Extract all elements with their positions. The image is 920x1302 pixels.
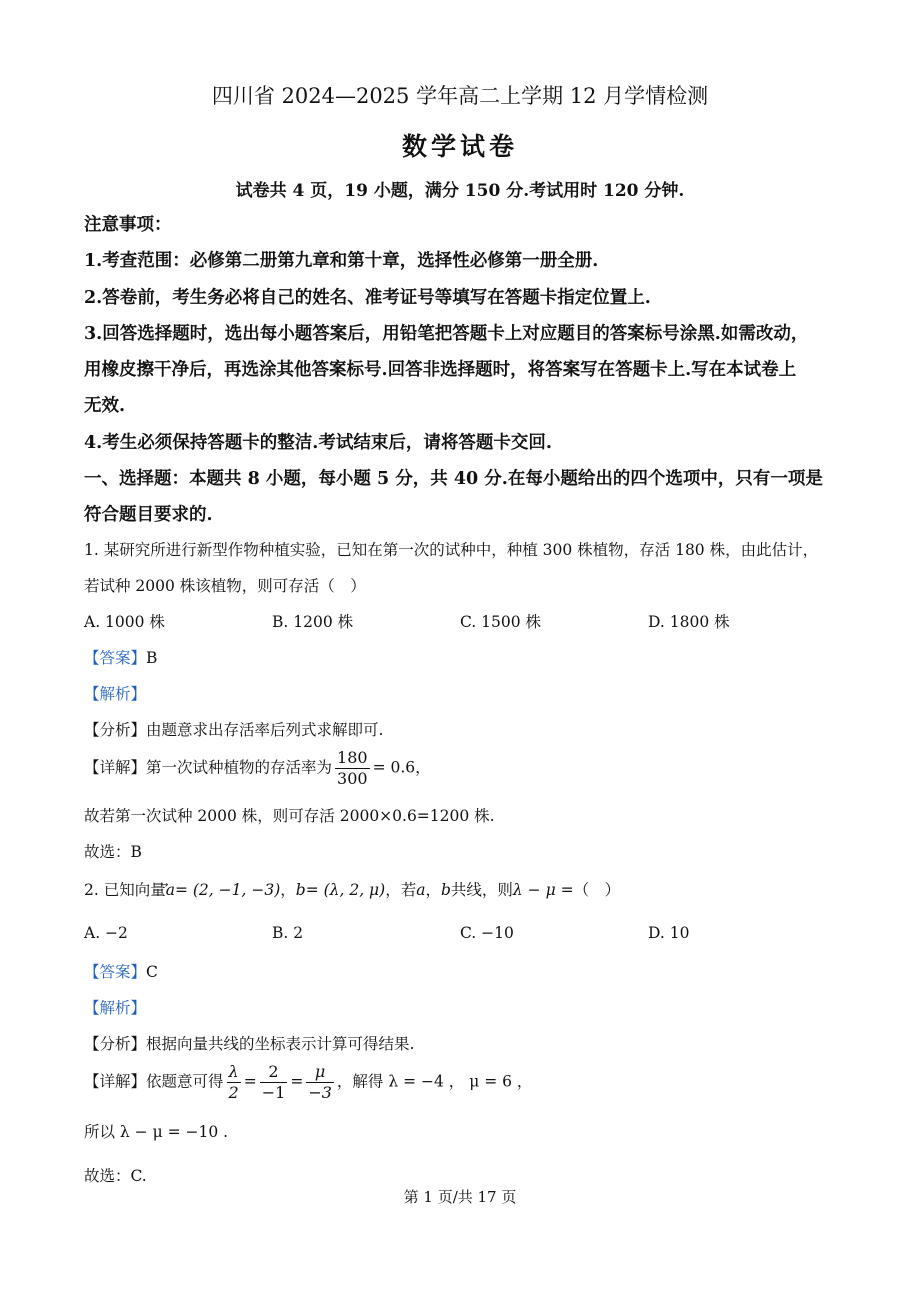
exam-title: 四川省 2024—2025 学年高二上学期 12 月学情检测 — [211, 84, 709, 108]
note-3-line2: 用橡皮擦干净后，再选涂其他答案标号.回答非选择题时，将答案写在答题卡上.写在本试卷上 — [84, 360, 797, 380]
q2-sep1: ， — [280, 881, 296, 899]
q2-stem-a: 2. 已知向量 — [84, 881, 166, 899]
q1-stem-line1: 1. 某研究所进行新型作物种植实验，已知在第一次的试种中，种植 300 株植物，存活 180 株，由此估计， — [84, 541, 819, 559]
q2-fraction-1 — [227, 1062, 241, 1103]
q2-answer: C — [146, 963, 158, 981]
q2-vector-b-symbol: b — [295, 881, 306, 899]
q2-option-c: C. −10 — [460, 924, 514, 942]
q2-option-a: A. −2 — [84, 924, 128, 942]
q1-detail-line — [84, 748, 431, 789]
note-2: 2.答卷前，考生务必将自己的姓名、准考证号等填写在答题卡指定位置上. — [84, 288, 651, 308]
q2-vector-a-value: = (2, −1, −3) — [174, 881, 281, 899]
q2-answer-line — [84, 960, 158, 982]
q1-option-d: D. 1800 株 — [648, 613, 730, 631]
answer-tag: 【答案】 — [84, 649, 147, 667]
q2-detail-tail: ，解得 λ = −4 ， μ = 6 ， — [336, 1072, 533, 1091]
q2-f3-den: −3 — [308, 1083, 332, 1102]
q2-vector-b-ref: b — [440, 881, 451, 899]
note-3-line3: 无效. — [84, 396, 126, 416]
fenxi-tag: 【分析】 — [84, 1035, 147, 1053]
q1-analysis-tag: 【解析】 — [84, 685, 147, 703]
q1-fraction — [335, 748, 370, 789]
section-heading-line1: 一、选择题：本题共 8 小题，每小题 5 分，共 40 分.在每小题给出的四个选项中，只有一项是 — [84, 469, 823, 489]
q1-detail-line2: 故若第一次试种 2000 株，则可存活 2000×0.6=1200 株. — [84, 807, 495, 825]
q2-detail-line2: 所以 λ − μ = −10 . — [84, 1123, 229, 1141]
q1-fenxi: 由题意求出存活率后列式求解即可. — [146, 721, 384, 739]
fenxi-tag: 【分析】 — [84, 721, 147, 739]
note-3-line1: 3.回答选择题时，选出每小题答案后，用铅笔把答题卡上对应题目的答案标号涂黑.如需改动， — [84, 324, 809, 344]
note-4: 4.考生必须保持答题卡的整洁.考试结束后，请将答题卡交回. — [84, 433, 552, 453]
q2-vector-a-ref: a — [416, 881, 426, 899]
q2-vector-a-symbol: a — [165, 881, 175, 899]
q2-f2-num: 2 — [260, 1062, 288, 1083]
q2-fenxi-line — [84, 1032, 414, 1054]
q1-fenxi-line — [84, 718, 383, 740]
q1-frac-tail: = 0.6， — [372, 758, 431, 777]
q2-f2-den: −1 — [261, 1083, 286, 1102]
q2-stem-c: ， — [425, 881, 441, 899]
page-number: 第 1 页/共 17 页 — [403, 1188, 517, 1206]
note-1: 1.考查范围：必修第二册第九章和第十章，选择性必修第一册全册. — [84, 251, 599, 271]
q1-frac-num: 180 — [337, 748, 368, 767]
q2-stem — [84, 878, 620, 900]
q2-analysis-tag: 【解析】 — [84, 999, 147, 1017]
q2-f3-num: μ — [306, 1062, 334, 1083]
q2-option-b: B. 2 — [272, 924, 304, 942]
q1-answer: B — [146, 649, 158, 667]
q1-option-c: C. 1500 株 — [460, 613, 542, 631]
q2-option-d: D. 10 — [648, 924, 690, 942]
q1-option-b: B. 1200 株 — [272, 613, 354, 631]
q2-f1-num: λ — [227, 1062, 241, 1083]
q1-detail-text: 第一次试种植物的存活率为 — [146, 758, 333, 777]
detail-tag: 【详解】 — [84, 1072, 147, 1091]
q1-stem-line2: 若试种 2000 株该植物，则可存活（ ） — [84, 577, 366, 595]
exam-info: 试卷共 4 页，19 小题，满分 150 分.考试用时 120 分钟. — [235, 181, 685, 201]
q1-frac-den: 300 — [337, 769, 368, 788]
notes-heading: 注意事项： — [84, 215, 172, 235]
q2-fraction-2 — [260, 1062, 288, 1103]
q2-expr: λ − μ = — [512, 881, 574, 899]
subject-title: 数学试卷 — [401, 132, 518, 161]
section-heading-line2: 符合题目要求的. — [84, 505, 213, 525]
q2-detail-text: 依题意可得 — [146, 1072, 224, 1091]
q2-stem-b: ，若 — [385, 881, 417, 899]
q2-fraction-3 — [306, 1062, 334, 1103]
q2-stem-d: 共线，则 — [450, 881, 513, 899]
q2-detail-line: 【详解】依题意可得 $\frac{\lambda}{2}$ = $\frac{2}{-1}$ = $\frac{\mu}{-3}$ ，解得 λ = −4 ， μ = 6 ， — [84, 1062, 533, 1102]
q2-vector-b-value: = (λ, 2, μ) — [305, 881, 386, 899]
q2-f1-den: 2 — [228, 1083, 239, 1102]
q2-vector-a — [166, 881, 175, 899]
answer-tag: 【答案】 — [84, 963, 147, 981]
q1-option-a: A. 1000 株 — [84, 613, 165, 631]
q2-choose: 故选：C. — [84, 1167, 147, 1185]
q2-fenxi: 根据向量共线的坐标表示计算可得结果. — [146, 1035, 415, 1053]
q1-answer-line — [84, 646, 157, 668]
q2-stem-e: （ ） — [573, 881, 621, 899]
q1-choose: 故选：B — [84, 843, 142, 861]
detail-tag: 【详解】 — [84, 758, 147, 777]
